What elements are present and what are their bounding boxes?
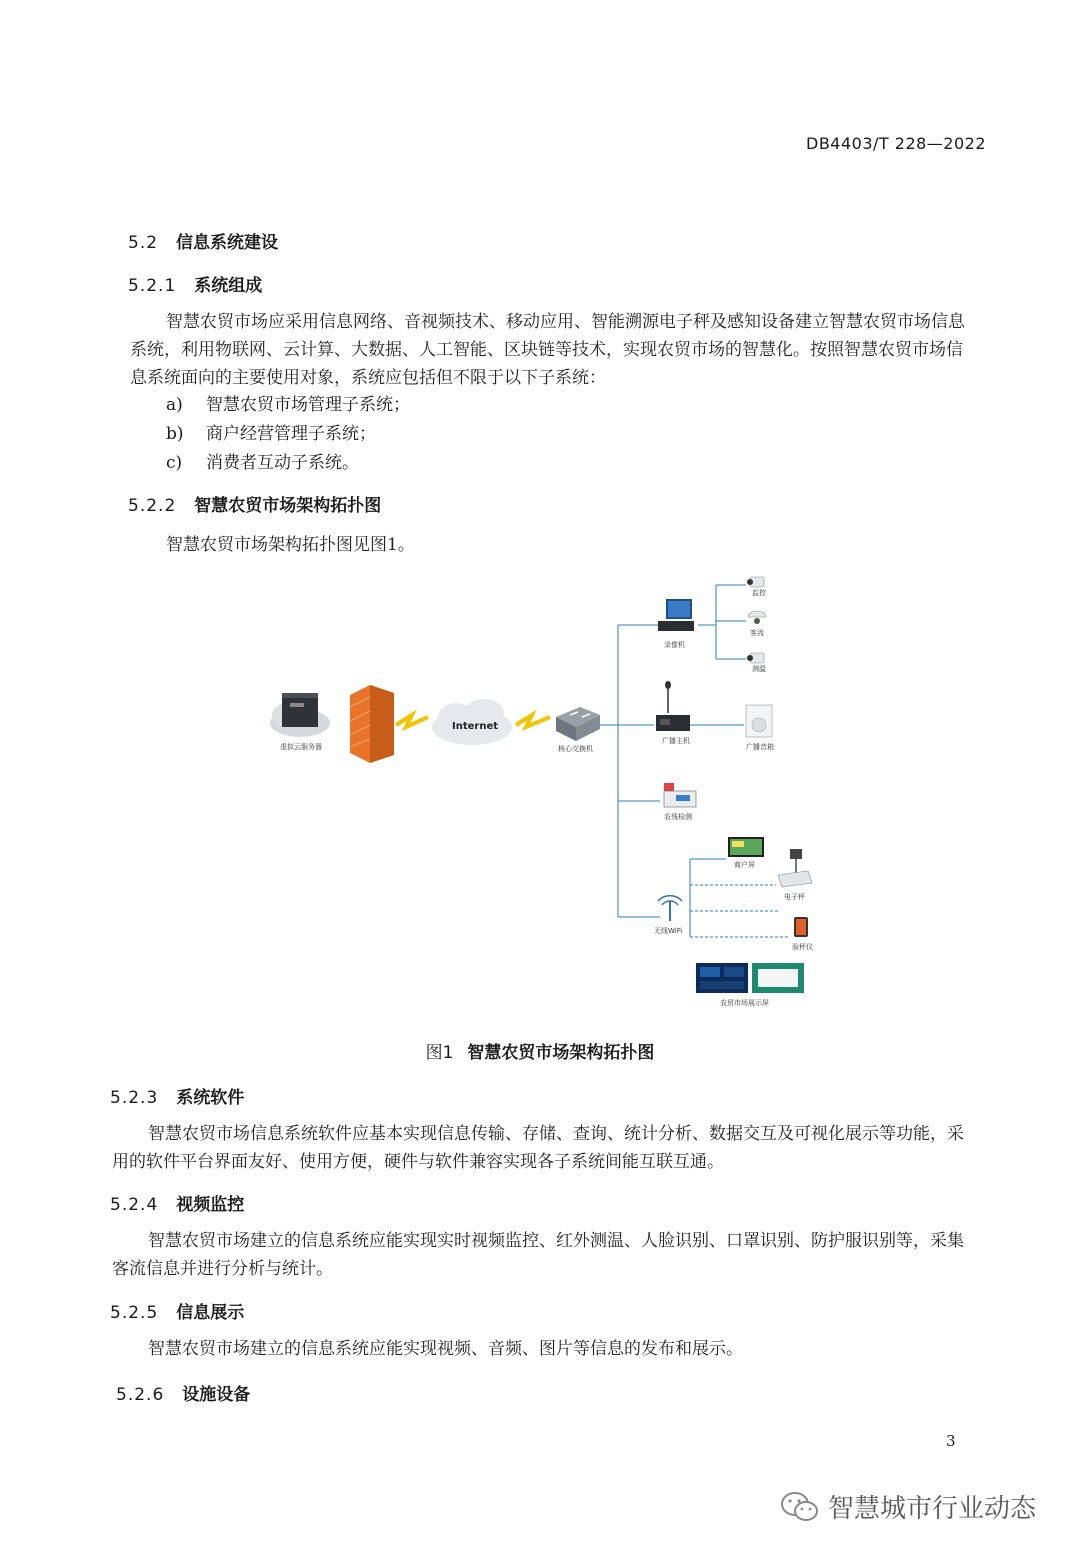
paragraph-system-composition: 智慧农贸市场应采用信息网络、音视频技术、移动应用、智能溯源电子秤及感知设备建立智慧农贸市场信息系统，利用物联网、云计算、大数据、人工智能、区块链等技术，实现农贸市场的智慧化。按照智慧农贸市场信息系统面向的主要使用对象，系统应包括但不限于以下子系统：	[130, 312, 965, 388]
label-core-switch: 核心交换机	[558, 745, 593, 753]
label-cloud-server: 虚拟云服务器	[280, 743, 322, 751]
heading-title: 系统软件	[176, 1088, 245, 1108]
figure-caption	[0, 1038, 1080, 1063]
heading-5-2	[128, 228, 278, 253]
wechat-icon	[780, 1490, 820, 1524]
list-marker: a)	[166, 395, 183, 415]
heading-5-2-4	[110, 1190, 244, 1215]
heading-number: 5.2.6	[116, 1385, 165, 1405]
list-marker: b)	[166, 424, 184, 444]
heading-number: 5.2	[128, 233, 159, 253]
heading-number: 5.2.2	[128, 496, 177, 516]
paragraph-figure-ref: 智慧农贸市场架构拓扑图见图1。	[166, 535, 415, 555]
standard-number: DB4403/T 228—2022	[806, 134, 987, 153]
network-lines	[600, 585, 746, 937]
heading-5-2-5	[110, 1298, 244, 1323]
list-text: 智慧农贸市场管理子系统；	[206, 395, 410, 415]
heading-title: 设施设备	[182, 1385, 251, 1405]
heading-title: 系统组成	[194, 276, 263, 296]
heading-5-2-6	[116, 1380, 250, 1405]
heading-title: 信息展示	[176, 1303, 245, 1323]
list-item	[166, 448, 359, 473]
dome-camera-icon	[748, 611, 766, 624]
link-bolt-icon	[396, 715, 428, 727]
page-number: 3	[946, 1432, 956, 1450]
label-pesticide-test: 农残检测	[664, 813, 692, 821]
heading-number: 5.2.4	[110, 1195, 159, 1215]
label-price-checker: 验秤仪	[792, 943, 813, 951]
wifi-dashed-links	[690, 885, 790, 937]
heading-title: 信息系统建设	[176, 233, 279, 253]
watermark-text: 智慧城市行业动态	[828, 1494, 1037, 1524]
heading-number: 5.2.3	[110, 1088, 159, 1108]
paragraph-system-software: 智慧农贸市场信息系统软件应基本实现信息传输、存储、查询、统计分析、数据交互及可视化展示等功能，采用的软件平台界面友好、使用方便，硬件与软件兼容实现各子系统间能互联互通。	[112, 1124, 964, 1172]
paragraph-info-display: 智慧农贸市场建立的信息系统应能实现视频、音频、图片等信息的发布和展示。	[148, 1339, 743, 1359]
label-wifi: 无线WiFi	[654, 927, 683, 935]
label-broadcast-speaker: 广播音箱	[746, 743, 774, 751]
caption-number: 图1	[425, 1043, 454, 1063]
speaker-icon	[746, 705, 772, 737]
camera-icon	[747, 577, 764, 587]
caption-title: 智慧农贸市场架构拓扑图	[467, 1043, 655, 1063]
list-item	[166, 390, 410, 415]
thermal-camera-icon	[747, 653, 764, 663]
heading-number: 5.2.1	[128, 276, 177, 296]
label-temperature: 测温	[752, 665, 766, 673]
heading-title: 智慧农贸市场架构拓扑图	[194, 496, 382, 516]
watermark	[780, 1488, 1036, 1525]
link-bolt-icon	[516, 715, 550, 727]
label-recorder: 录像机	[664, 641, 685, 649]
heading-5-2-2	[128, 491, 381, 516]
recorder-icon	[658, 599, 694, 631]
price-checker-icon	[794, 917, 808, 937]
firewall-icon	[350, 685, 394, 763]
list-text: 消费者互动子系统。	[206, 453, 359, 473]
wifi-icon	[658, 896, 682, 921]
heading-5-2-3	[110, 1083, 244, 1108]
label-market-display: 农贸市场展示屏	[720, 999, 769, 1007]
paragraph-video-monitoring: 智慧农贸市场建立的信息系统应能实现实时视频监控、红外测温、人脸识别、口罩识别、防护服识别等，采集客流信息并进行分析与统计。	[112, 1231, 964, 1279]
merchant-screen-icon	[728, 837, 764, 857]
label-e-scale: 电子秤	[784, 893, 805, 901]
list-item	[166, 419, 376, 444]
label-internet: Internet	[452, 721, 499, 732]
label-merchant-screen: 商户屏	[734, 861, 755, 869]
cloud-server-icon	[270, 693, 330, 737]
heading-5-2-1	[128, 271, 262, 296]
e-scale-icon	[778, 849, 812, 887]
heading-title: 视频监控	[176, 1195, 245, 1215]
broadcast-host-icon	[656, 681, 690, 731]
switch-icon	[556, 707, 600, 741]
topology-diagram	[260, 565, 820, 1010]
list-marker: c)	[166, 453, 183, 473]
market-display-icon	[696, 963, 804, 993]
pesticide-tester-icon	[664, 783, 696, 807]
list-text: 商户经营管理子系统；	[206, 424, 376, 444]
heading-number: 5.2.5	[110, 1303, 159, 1323]
label-monitor: 监控	[752, 589, 766, 597]
label-broadcast-host: 广播主机	[662, 737, 690, 745]
label-people-flow: 客流	[750, 629, 764, 637]
